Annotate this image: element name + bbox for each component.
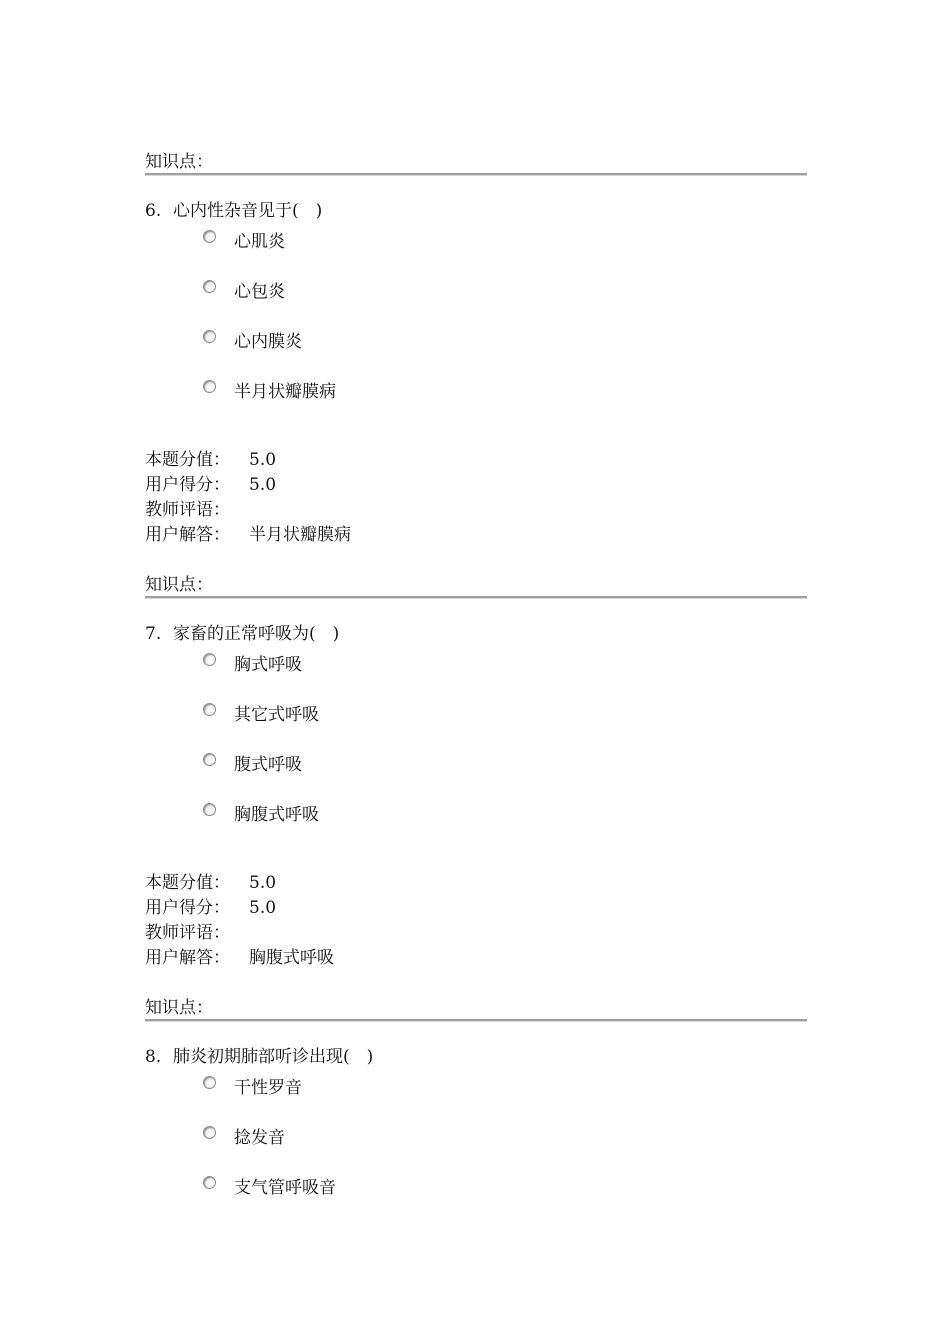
option-label: 捻发音	[234, 1128, 285, 1148]
divider	[145, 1019, 807, 1022]
teacher-comment-row: 教师评语：	[145, 500, 230, 520]
option-row[interactable]	[203, 1124, 285, 1148]
user-answer-row: 用户解答： 半月状瓣膜病	[145, 525, 351, 545]
radio-button[interactable]	[203, 330, 216, 343]
radio-button[interactable]	[203, 280, 216, 293]
option-row[interactable]	[203, 701, 319, 725]
option-label: 心肌炎	[234, 232, 285, 252]
divider	[145, 173, 807, 176]
option-label: 腹式呼吸	[234, 755, 302, 775]
question-number: 8.	[145, 1047, 162, 1067]
question-stem	[145, 1047, 373, 1067]
radio-button[interactable]	[203, 1126, 216, 1139]
divider	[145, 596, 807, 599]
option-label: 心内膜炎	[234, 332, 302, 352]
option-label: 半月状瓣膜病	[234, 382, 336, 402]
question-stem	[145, 624, 339, 644]
radio-button[interactable]	[203, 753, 216, 766]
question-stem	[145, 201, 322, 221]
question-text: 家畜的正常呼吸为( )	[173, 624, 340, 644]
question-meta	[145, 448, 351, 548]
teacher-comment-row: 教师评语：	[145, 923, 230, 943]
option-label: 干性罗音	[234, 1078, 302, 1098]
radio-button[interactable]	[203, 703, 216, 716]
radio-button[interactable]	[203, 653, 216, 666]
option-row[interactable]	[203, 1074, 302, 1098]
radio-button[interactable]	[203, 1076, 216, 1089]
question-number: 6.	[145, 201, 162, 221]
option-row[interactable]	[203, 328, 302, 352]
option-row[interactable]	[203, 228, 285, 252]
option-row[interactable]	[203, 278, 285, 302]
question-text: 心内性杂音见于( )	[173, 201, 323, 221]
knowledge-point-label: 知识点：	[145, 575, 213, 595]
option-label: 胸腹式呼吸	[234, 805, 319, 825]
radio-button[interactable]	[203, 1176, 216, 1189]
option-row[interactable]	[203, 1174, 336, 1198]
option-label: 支气管呼吸音	[234, 1178, 336, 1198]
radio-button[interactable]	[203, 803, 216, 816]
option-label: 心包炎	[234, 282, 285, 302]
question-meta	[145, 871, 334, 971]
knowledge-point-label: 知识点：	[145, 998, 213, 1018]
option-row[interactable]	[203, 801, 319, 825]
score-row: 本题分值： 5.0	[145, 450, 277, 470]
option-row[interactable]	[203, 751, 302, 775]
knowledge-point-label: 知识点：	[145, 152, 213, 172]
user-answer-row: 用户解答： 胸腹式呼吸	[145, 948, 334, 968]
score-row: 本题分值： 5.0	[145, 873, 277, 893]
user-score-row: 用户得分： 5.0	[145, 475, 277, 495]
question-text: 肺炎初期肺部听诊出现( )	[173, 1047, 374, 1067]
user-score-row: 用户得分： 5.0	[145, 898, 277, 918]
option-row[interactable]	[203, 378, 336, 402]
radio-button[interactable]	[203, 380, 216, 393]
option-label: 胸式呼吸	[234, 655, 302, 675]
option-row[interactable]	[203, 651, 302, 675]
question-number: 7.	[145, 624, 162, 644]
radio-button[interactable]	[203, 230, 216, 243]
option-label: 其它式呼吸	[234, 705, 319, 725]
